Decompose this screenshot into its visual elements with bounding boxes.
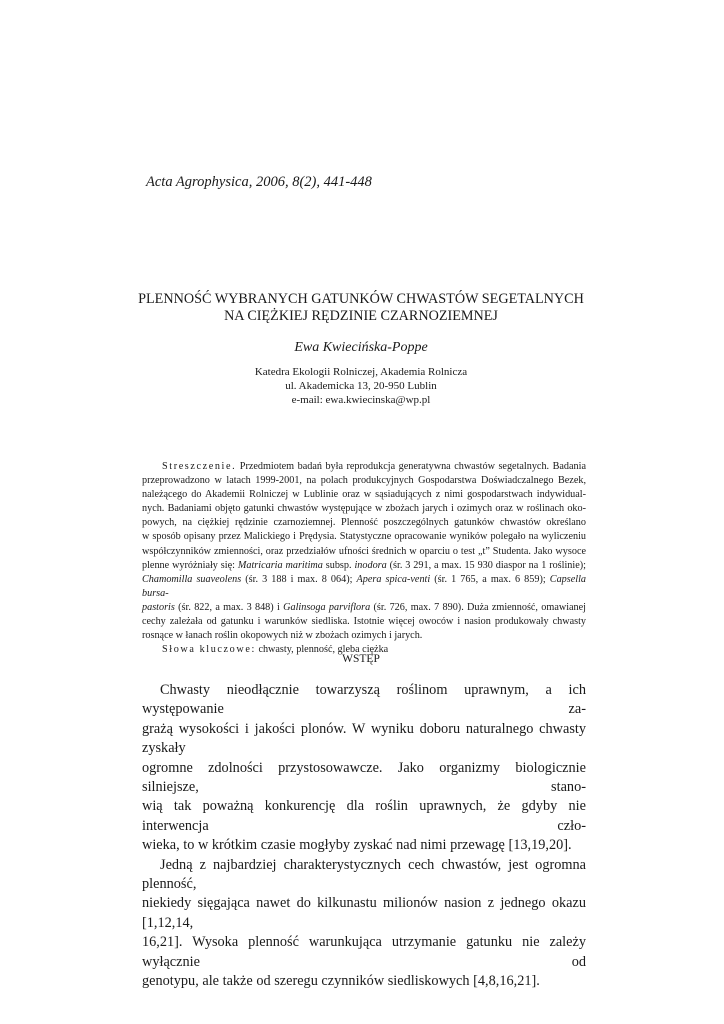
abstract-line: przeprowadzono w latach 1999-2001, na polach produkcyjnych Gospodarstwa Doświadczalnego Bezek,	[142, 475, 586, 487]
title-line-2: NA CIĘŻKIEJ RĘDZINIE CZARNOZIEMNEJ	[224, 308, 498, 324]
author-name: Ewa Kwiecińska-Poppe	[294, 340, 428, 355]
abstract-label: Streszczenie.	[162, 461, 237, 472]
abstract-line: w sposób opisany przez Malickiego i Prędysia. Statystyczne opracowanie wyników polegało na wyliczeniu	[142, 531, 586, 543]
affiliation-dept: Katedra Ekologii Rolniczej, Akademia Rolnicza	[254, 366, 468, 378]
body-text	[142, 681, 586, 992]
body-line: 16,21]. Wysoka plenność warunkująca utrzymanie gatunku nie zależy wyłącznie od	[142, 934, 586, 970]
species-name: pastoris	[142, 601, 175, 613]
body-line: grażą wysokości i jakości plonów. W wyniku doboru naturalnego chwasty zyskały	[142, 720, 586, 757]
journal-citation: Acta Agrophysica, 2006, 8(2), 441-448	[146, 174, 372, 190]
affiliation-email: e-mail: ewa.kwiecinska@wp.pl	[291, 393, 431, 406]
species-name: inodora	[354, 559, 387, 571]
species-name: Capsella bursa-	[142, 573, 587, 599]
abstract-line: należącego do Akademii Rolniczej w Lublinie oraz w sąsiadujących z nimi gospodarstwach indywidual-	[142, 489, 586, 501]
abstract-line: pastoris (śr. 822, a max. 3 848) i Galinsoga parviflora (śr. 726, max. 7 890). Duża zmienność, omawianej	[142, 601, 586, 613]
abstract-line: plenne wyróżniały się: Matricaria maritima subsp. inodora (śr. 3 291, a max. 15 930 diaspor na 1 roślinie);	[142, 559, 586, 571]
abstract-line: Streszczenie. Przedmiotem badań była reprodukcja generatywna chwastów segetalnych. Badania	[162, 461, 586, 472]
body-line: niekiedy sięgająca nawet do kilkunastu milionów nasion z jednego okazu [1,12,14,	[142, 895, 586, 931]
title-line-1: PLENNOŚĆ WYBRANYCH GATUNKÓW CHWASTÓW SEGETALNYCH	[138, 291, 584, 307]
species-name: Chamomilla suaveolens	[142, 573, 242, 585]
abstract-line: rosnące w łanach roślin okopowych niż w zbożach ozimych i jarych.	[142, 630, 423, 642]
abstract	[142, 460, 586, 657]
species-name: Matricaria maritima	[237, 559, 323, 571]
affiliation	[100, 366, 622, 407]
species-name: Apera spica-venti	[356, 573, 431, 585]
body-line: ogromne zdolności przystosowawcze. Jako organizmy biologicznie silniejsze, stano-	[142, 759, 586, 796]
body-line: Chwasty nieodłącznie towarzyszą roślinom uprawnym, a ich występowanie za-	[142, 682, 586, 718]
section-heading: WSTĘP	[342, 653, 380, 665]
abstract-line: Chamomilla suaveolens (śr. 3 188 i max. 8 064); Apera spica-venti (śr. 1 765, a max. 6 859); Capsella bursa-	[142, 573, 587, 599]
affiliation-address: ul. Akademicka 13, 20-950 Lublin	[285, 379, 437, 392]
abstract-line: nych. Badaniami objęto gatunki chwastów występujące w zbożach jarych i ozimych oraz w roślinach oko-	[142, 503, 586, 515]
abstract-line: powych, na ciężkiej rędzinie czarnoziemnej. Plenność poszczególnych gatunków chwastów określano	[142, 517, 586, 529]
article-title	[100, 291, 622, 325]
keywords-text: chwasty, plenność, gleba ciężka	[255, 644, 389, 656]
abstract-line: współczynników zmienności, oraz przedziałów ufności średnich w oparciu o test „t” Studenta. Jako wysoce	[142, 545, 586, 557]
body-line: genotypu, ale także od szeregu czynników siedliskowych [4,8,16,21].	[142, 973, 540, 990]
body-line: wią tak poważną konkurencję dla roślin uprawnych, że gdyby nie interwencja czło-	[142, 798, 586, 834]
keywords-label: Słowa kluczowe:	[162, 644, 256, 656]
abstract-line: cechy zależała od gatunku i warunków siedliska. Istotnie więcej owoców i nasion produkowały chwasty	[142, 616, 586, 628]
body-line: wieka, to w krótkim czasie mogłyby zyskać nad nimi przewagę [13,19,20].	[142, 837, 572, 854]
species-name: Galinsoga parviflora	[283, 601, 371, 613]
body-line: Jedną z najbardziej charakterystycznych cech chwastów, jest ogromna plenność,	[142, 856, 586, 893]
